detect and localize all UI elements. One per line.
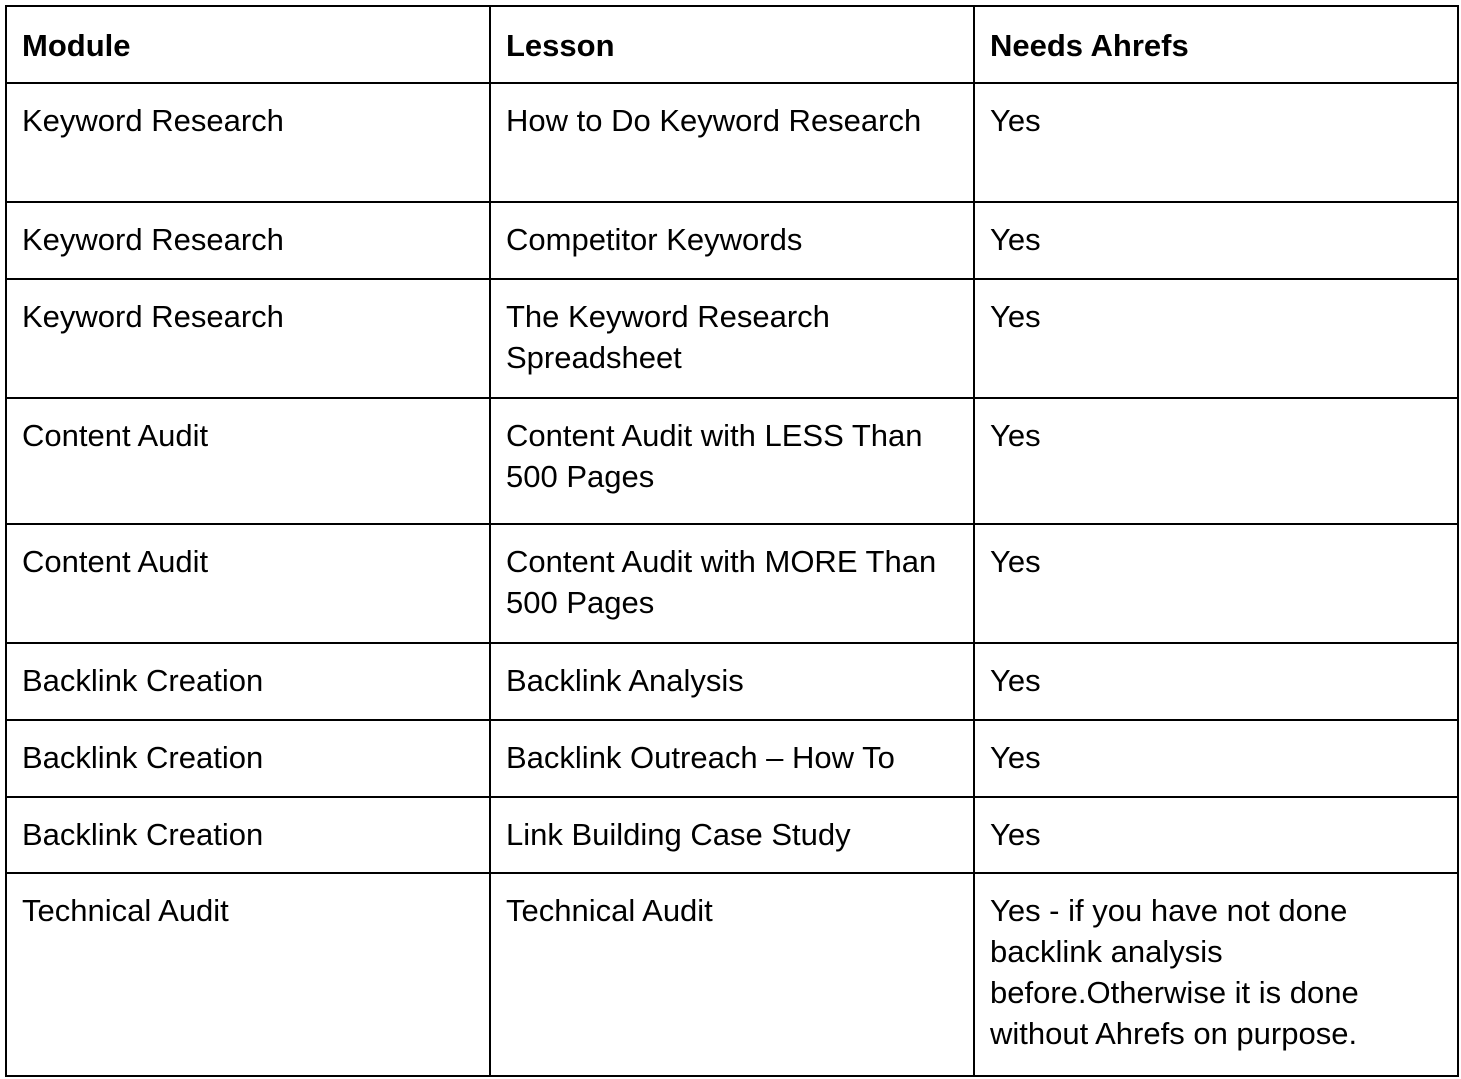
table-row xyxy=(6,398,1458,524)
cell-module: Technical Audit xyxy=(6,873,490,1076)
lesson-table xyxy=(5,5,1459,1077)
cell-lesson: How to Do Keyword Research xyxy=(490,83,974,202)
cell-lesson: The Keyword Research Spreadsheet xyxy=(490,279,974,398)
table-row xyxy=(6,643,1458,720)
cell-lesson: Link Building Case Study xyxy=(490,797,974,873)
cell-lesson: Content Audit with LESS Than 500 Pages xyxy=(490,398,974,524)
cell-module: Backlink Creation xyxy=(6,720,490,797)
cell-module: Backlink Creation xyxy=(6,797,490,873)
table-row xyxy=(6,202,1458,279)
cell-needs-ahrefs: Yes xyxy=(974,83,1458,202)
header-module: Module xyxy=(6,6,490,83)
header-lesson: Lesson xyxy=(490,6,974,83)
cell-needs-ahrefs: Yes xyxy=(974,202,1458,279)
lesson-table-container xyxy=(5,5,1459,1077)
table-row xyxy=(6,279,1458,398)
cell-needs-ahrefs: Yes xyxy=(974,524,1458,643)
table-header-row xyxy=(6,6,1458,83)
cell-module: Keyword Research xyxy=(6,279,490,398)
table-row xyxy=(6,797,1458,873)
cell-lesson: Backlink Outreach – How To xyxy=(490,720,974,797)
table-row xyxy=(6,873,1458,1076)
cell-lesson: Competitor Keywords xyxy=(490,202,974,279)
table-row xyxy=(6,83,1458,202)
cell-needs-ahrefs: Yes xyxy=(974,797,1458,873)
cell-lesson: Backlink Analysis xyxy=(490,643,974,720)
cell-module: Backlink Creation xyxy=(6,643,490,720)
cell-needs-ahrefs: Yes - if you have not done backlink analysis before.Otherwise it is done without Ahrefs on purpose. xyxy=(974,873,1458,1076)
cell-module: Keyword Research xyxy=(6,83,490,202)
table-row xyxy=(6,720,1458,797)
cell-module: Content Audit xyxy=(6,524,490,643)
cell-lesson: Content Audit with MORE Than 500 Pages xyxy=(490,524,974,643)
cell-needs-ahrefs: Yes xyxy=(974,279,1458,398)
cell-lesson: Technical Audit xyxy=(490,873,974,1076)
cell-module: Content Audit xyxy=(6,398,490,524)
header-needs-ahrefs: Needs Ahrefs xyxy=(974,6,1458,83)
cell-module: Keyword Research xyxy=(6,202,490,279)
cell-needs-ahrefs: Yes xyxy=(974,398,1458,524)
cell-needs-ahrefs: Yes xyxy=(974,720,1458,797)
cell-needs-ahrefs: Yes xyxy=(974,643,1458,720)
table-row xyxy=(6,524,1458,643)
